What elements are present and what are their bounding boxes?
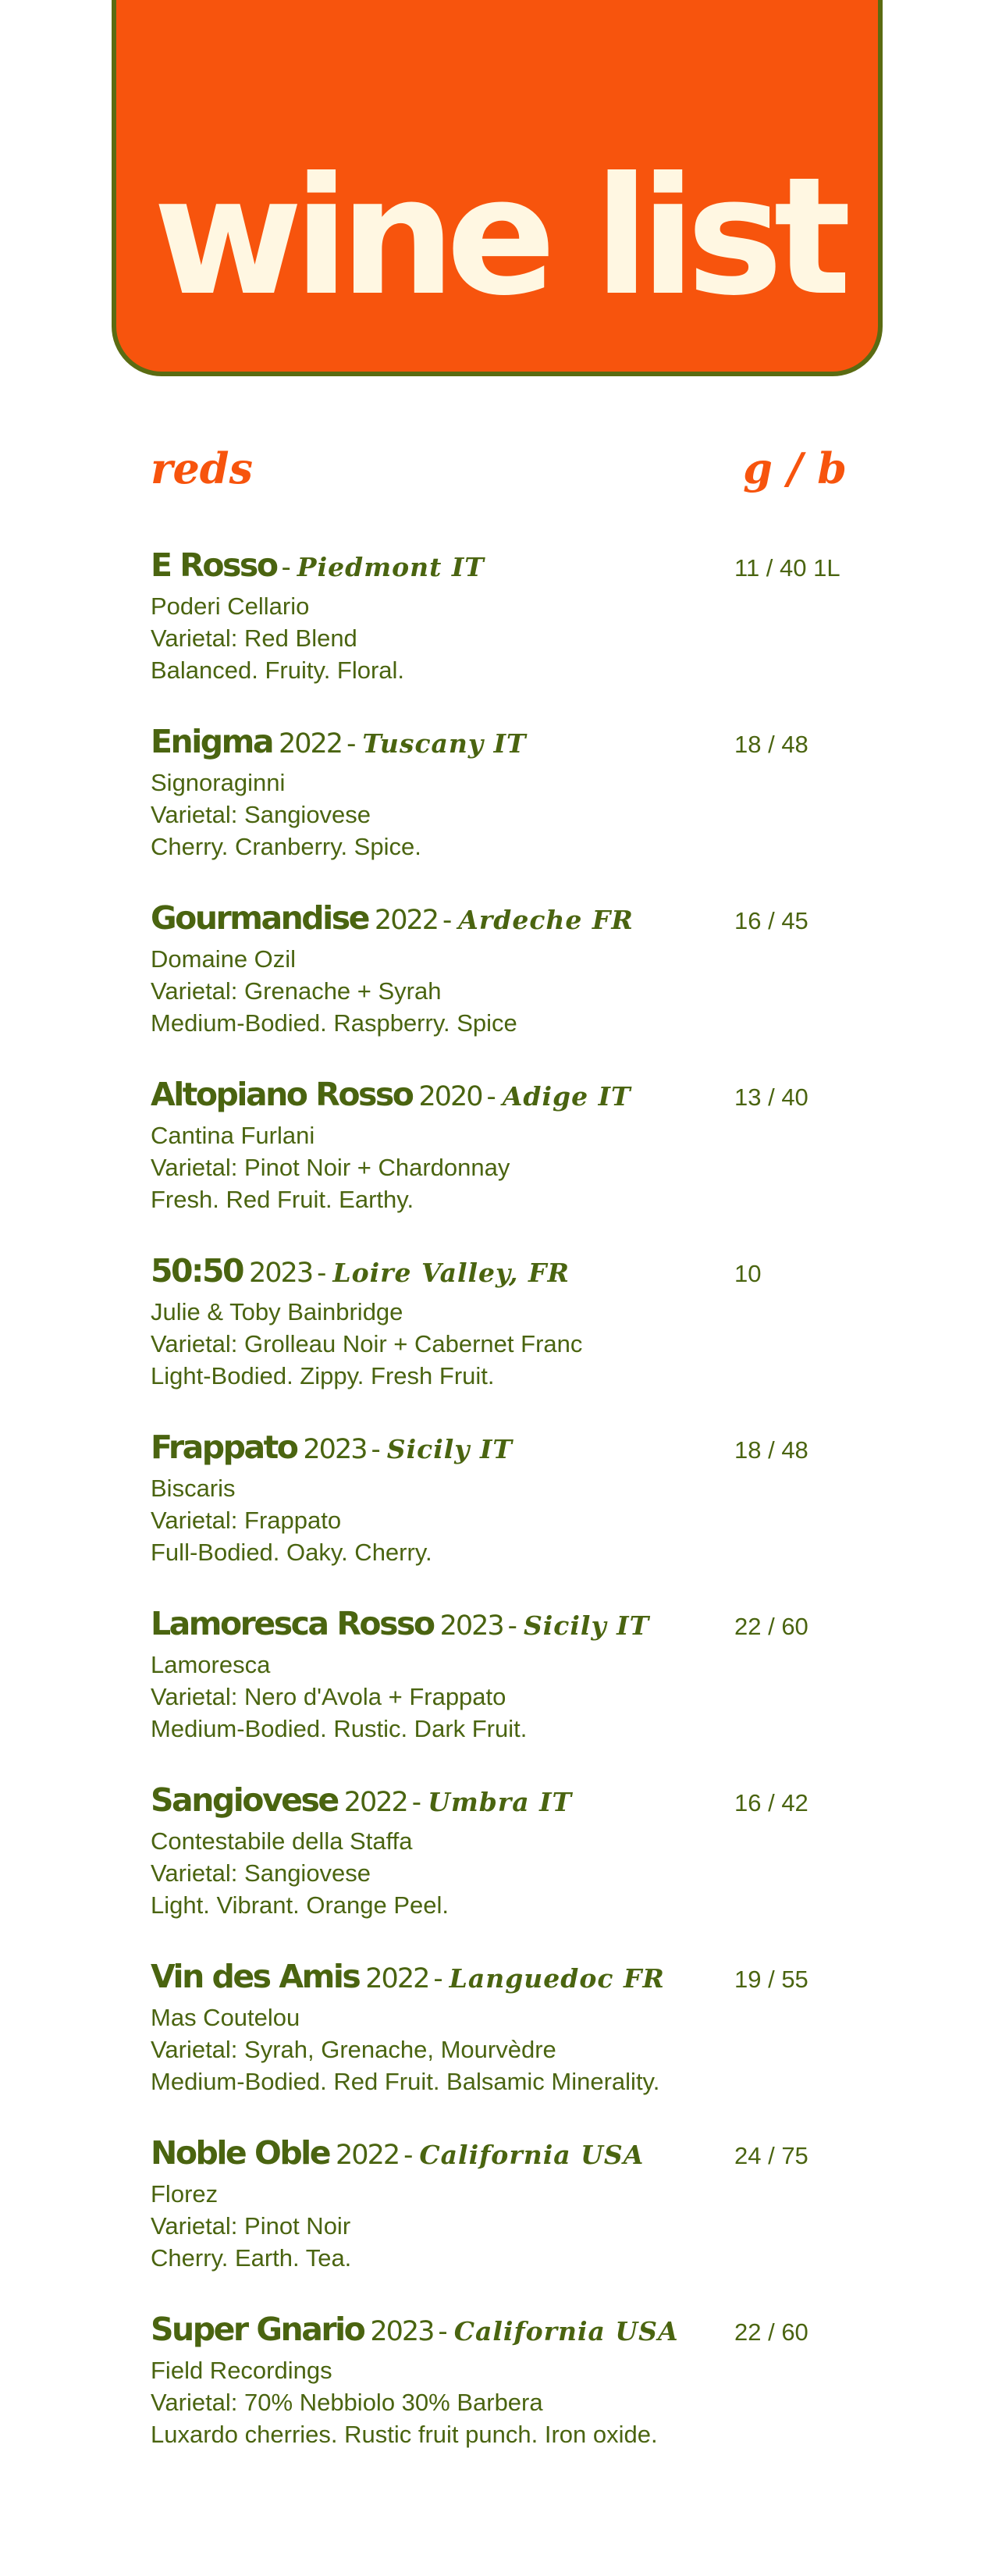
wine-year: 2022 [336, 2140, 400, 2171]
wine-entry [151, 2311, 853, 2487]
separator-dash: - [438, 2316, 448, 2347]
wine-varietal: Varietal: Syrah, Grenache, Mourvèdre [151, 2036, 556, 2063]
wine-notes: Luxardo cherries. Rustic fruit punch. Iron oxide. [151, 2421, 658, 2448]
wine-region: Adige IT [502, 1081, 631, 1112]
wine-price: 13 / 40 [734, 1083, 808, 1111]
wine-entry [151, 1958, 853, 2134]
wine-varietal: Varietal: Grolleau Noir + Cabernet Franc [151, 1330, 583, 1357]
wine-notes: Light. Vibrant. Orange Peel. [151, 1891, 450, 1919]
wine-name: Enigma [151, 723, 272, 760]
wine-notes: Light-Bodied. Zippy. Fresh Fruit. [151, 1362, 495, 1389]
price-column-label: g / b [743, 443, 847, 493]
wine-price: 24 / 75 [734, 2142, 808, 2169]
wine-varietal: Varietal: 70% Nebbiolo 30% Barbera [151, 2389, 543, 2416]
wine-varietal: Varietal: Nero d'Avola + Frappato [151, 1683, 506, 1710]
wine-region: Ardeche FR [458, 905, 634, 935]
wine-price: 18 / 48 [734, 1436, 808, 1464]
wine-region: Tuscany IT [362, 728, 527, 759]
wine-price: 10 [734, 1260, 762, 1287]
wine-year: 2023 [439, 1610, 503, 1642]
wine-producer: Julie & Toby Bainbridge [151, 1298, 403, 1325]
wine-notes: Medium-Bodied. Rustic. Dark Fruit. [151, 1715, 528, 1742]
wine-name: Super Gnario [151, 2311, 364, 2348]
wine-producer: Biscaris [151, 1475, 236, 1502]
wine-name: Noble Oble [151, 2134, 330, 2172]
wine-year: 2023 [303, 1434, 367, 1465]
wine-varietal: Varietal: Pinot Noir [151, 2212, 351, 2240]
wine-producer: Domaine Ozil [151, 945, 297, 973]
wine-name: E Rosso [151, 546, 277, 584]
wine-producer: Field Recordings [151, 2357, 332, 2384]
wine-year: 2023 [249, 1258, 313, 1289]
wine-name: Vin des Amis [151, 1958, 360, 1995]
wine-varietal: Varietal: Frappato [151, 1507, 342, 1534]
wine-producer: Signoraginni [151, 769, 286, 796]
wine-price: 16 / 45 [734, 907, 808, 934]
wine-notes: Medium-Bodied. Raspberry. Spice [151, 1009, 517, 1037]
wine-price: 22 / 60 [734, 2318, 808, 2346]
separator-dash: - [403, 2140, 414, 2171]
wine-entry [151, 899, 853, 1076]
wine-year: 2023 [370, 2316, 434, 2347]
separator-dash: - [433, 1963, 443, 1994]
wine-price: 16 / 42 [734, 1789, 808, 1816]
wine-entry [151, 1605, 853, 1781]
wine-varietal: Varietal: Sangiovese [151, 801, 371, 828]
wine-producer: Mas Coutelou [151, 2004, 300, 2031]
page-title: wine list [153, 143, 842, 332]
wine-price: 22 / 60 [734, 1613, 808, 1640]
wine-name: 50:50 [151, 1252, 243, 1290]
wine-entry [151, 546, 853, 723]
wine-entry [151, 1429, 853, 1605]
wine-region: California USA [419, 2140, 645, 2170]
wine-name: Gourmandise [151, 899, 368, 937]
wine-name: Altopiano Rosso [151, 1076, 413, 1113]
wine-region: Sicily IT [523, 1610, 650, 1641]
separator-dash: - [346, 728, 357, 760]
wine-region: Loire Valley, FR [332, 1258, 570, 1288]
wine-year: 2020 [418, 1081, 482, 1112]
wine-producer: Lamoresca [151, 1651, 271, 1678]
wine-producer: Cantina Furlani [151, 1122, 315, 1149]
wine-list [151, 546, 853, 2487]
separator-dash: - [507, 1610, 517, 1642]
wine-entry [151, 1781, 853, 1958]
wine-region: Umbra IT [428, 1787, 573, 1817]
wine-producer: Florez [151, 2180, 219, 2208]
wine-entry [151, 2134, 853, 2311]
wine-region: Piedmont IT [297, 552, 485, 582]
wine-varietal: Varietal: Red Blend [151, 624, 357, 652]
separator-dash: - [442, 905, 453, 936]
wine-year: 2022 [365, 1963, 429, 1994]
wine-notes: Balanced. Fruity. Floral. [151, 656, 405, 684]
separator-dash: - [281, 552, 291, 583]
wine-notes: Full-Bodied. Oaky. Cherry. [151, 1539, 432, 1566]
wine-name: Frappato [151, 1429, 297, 1466]
wine-notes: Fresh. Red Fruit. Earthy. [151, 1186, 414, 1213]
wine-price: 11 / 40 1L [734, 554, 840, 582]
wine-entry [151, 1076, 853, 1252]
wine-producer: Poderi Cellario [151, 592, 310, 620]
wine-entry [151, 1252, 853, 1429]
wine-price: 18 / 48 [734, 731, 808, 758]
wine-year: 2022 [374, 905, 438, 936]
wine-entry [151, 723, 853, 899]
wine-region: California USA [453, 2316, 679, 2347]
section-title: reds [151, 443, 253, 493]
wine-notes: Cherry. Cranberry. Spice. [151, 833, 421, 860]
wine-region: Languedoc FR [449, 1963, 665, 1994]
wine-varietal: Varietal: Sangiovese [151, 1859, 371, 1887]
wine-notes: Medium-Bodied. Red Fruit. Balsamic Minerality. [151, 2068, 660, 2095]
separator-dash: - [371, 1434, 381, 1465]
separator-dash: - [317, 1258, 327, 1289]
wine-name: Lamoresca Rosso [151, 1605, 434, 1642]
wine-producer: Contestabile della Staffa [151, 1827, 413, 1855]
wine-varietal: Varietal: Grenache + Syrah [151, 977, 442, 1005]
wine-year: 2022 [343, 1787, 407, 1818]
wine-varietal: Varietal: Pinot Noir + Chardonnay [151, 1154, 510, 1181]
separator-dash: - [486, 1081, 496, 1112]
wine-region: Sicily IT [386, 1434, 513, 1464]
wine-name: Sangiovese [151, 1781, 338, 1819]
separator-dash: - [411, 1787, 422, 1818]
section-header [151, 443, 847, 498]
wine-year: 2022 [279, 728, 343, 760]
wine-price: 19 / 55 [734, 1966, 808, 1993]
wine-notes: Cherry. Earth. Tea. [151, 2244, 352, 2272]
